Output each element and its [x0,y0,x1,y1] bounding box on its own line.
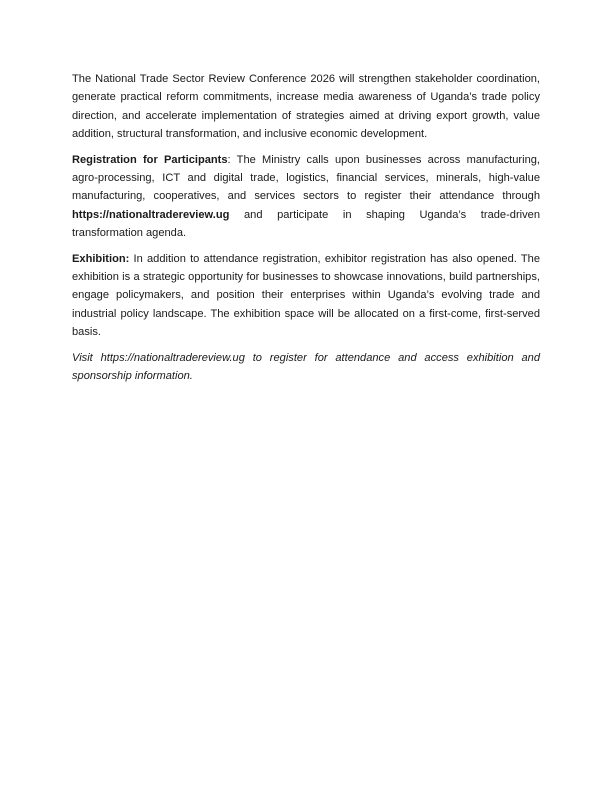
registration-text: : The Ministry calls upon businesses across manufacturing, agro-processing, ICT and digital trade, logistics, financial services, minerals, high-value manufacturing, cooperatives, and services sectors to register their attendance through [72,153,540,203]
registration-link[interactable]: https://nationaltradereview.ug [72,208,230,221]
document-body [72,70,540,393]
registration-paragraph [72,151,540,243]
exhibition-heading: Exhibition: [72,252,130,265]
exhibition-text: In addition to attendance registration, exhibitor registration has also opened. The exhibition is a strategic opportunity for businesses to showcase innovations, build partnerships, engage policymakers, and position their enterprises within Uganda’s evolving trade and industrial policy landscape. The exhibition space will be allocated on a first-come, first-served basis. [72,252,540,339]
closing-paragraph: Visit https://nationaltradereview.ug to register for attendance and access exhibition and sponsorship information. [72,351,540,383]
intro-paragraph: The National Trade Sector Review Conference 2026 will strengthen stakeholder coordination, generate practical reform commitments, increase media awareness of Uganda’s trade policy direction, and accelerate implementation of strategies aimed at driving export growth, value addition, structural transformation, and inclusive economic development. [72,73,540,141]
registration-heading: Registration for Participants [72,153,228,166]
registration-text-end: and participate in shaping Uganda’s trade-driven transformation agenda. [72,208,540,240]
exhibition-paragraph [72,250,540,342]
